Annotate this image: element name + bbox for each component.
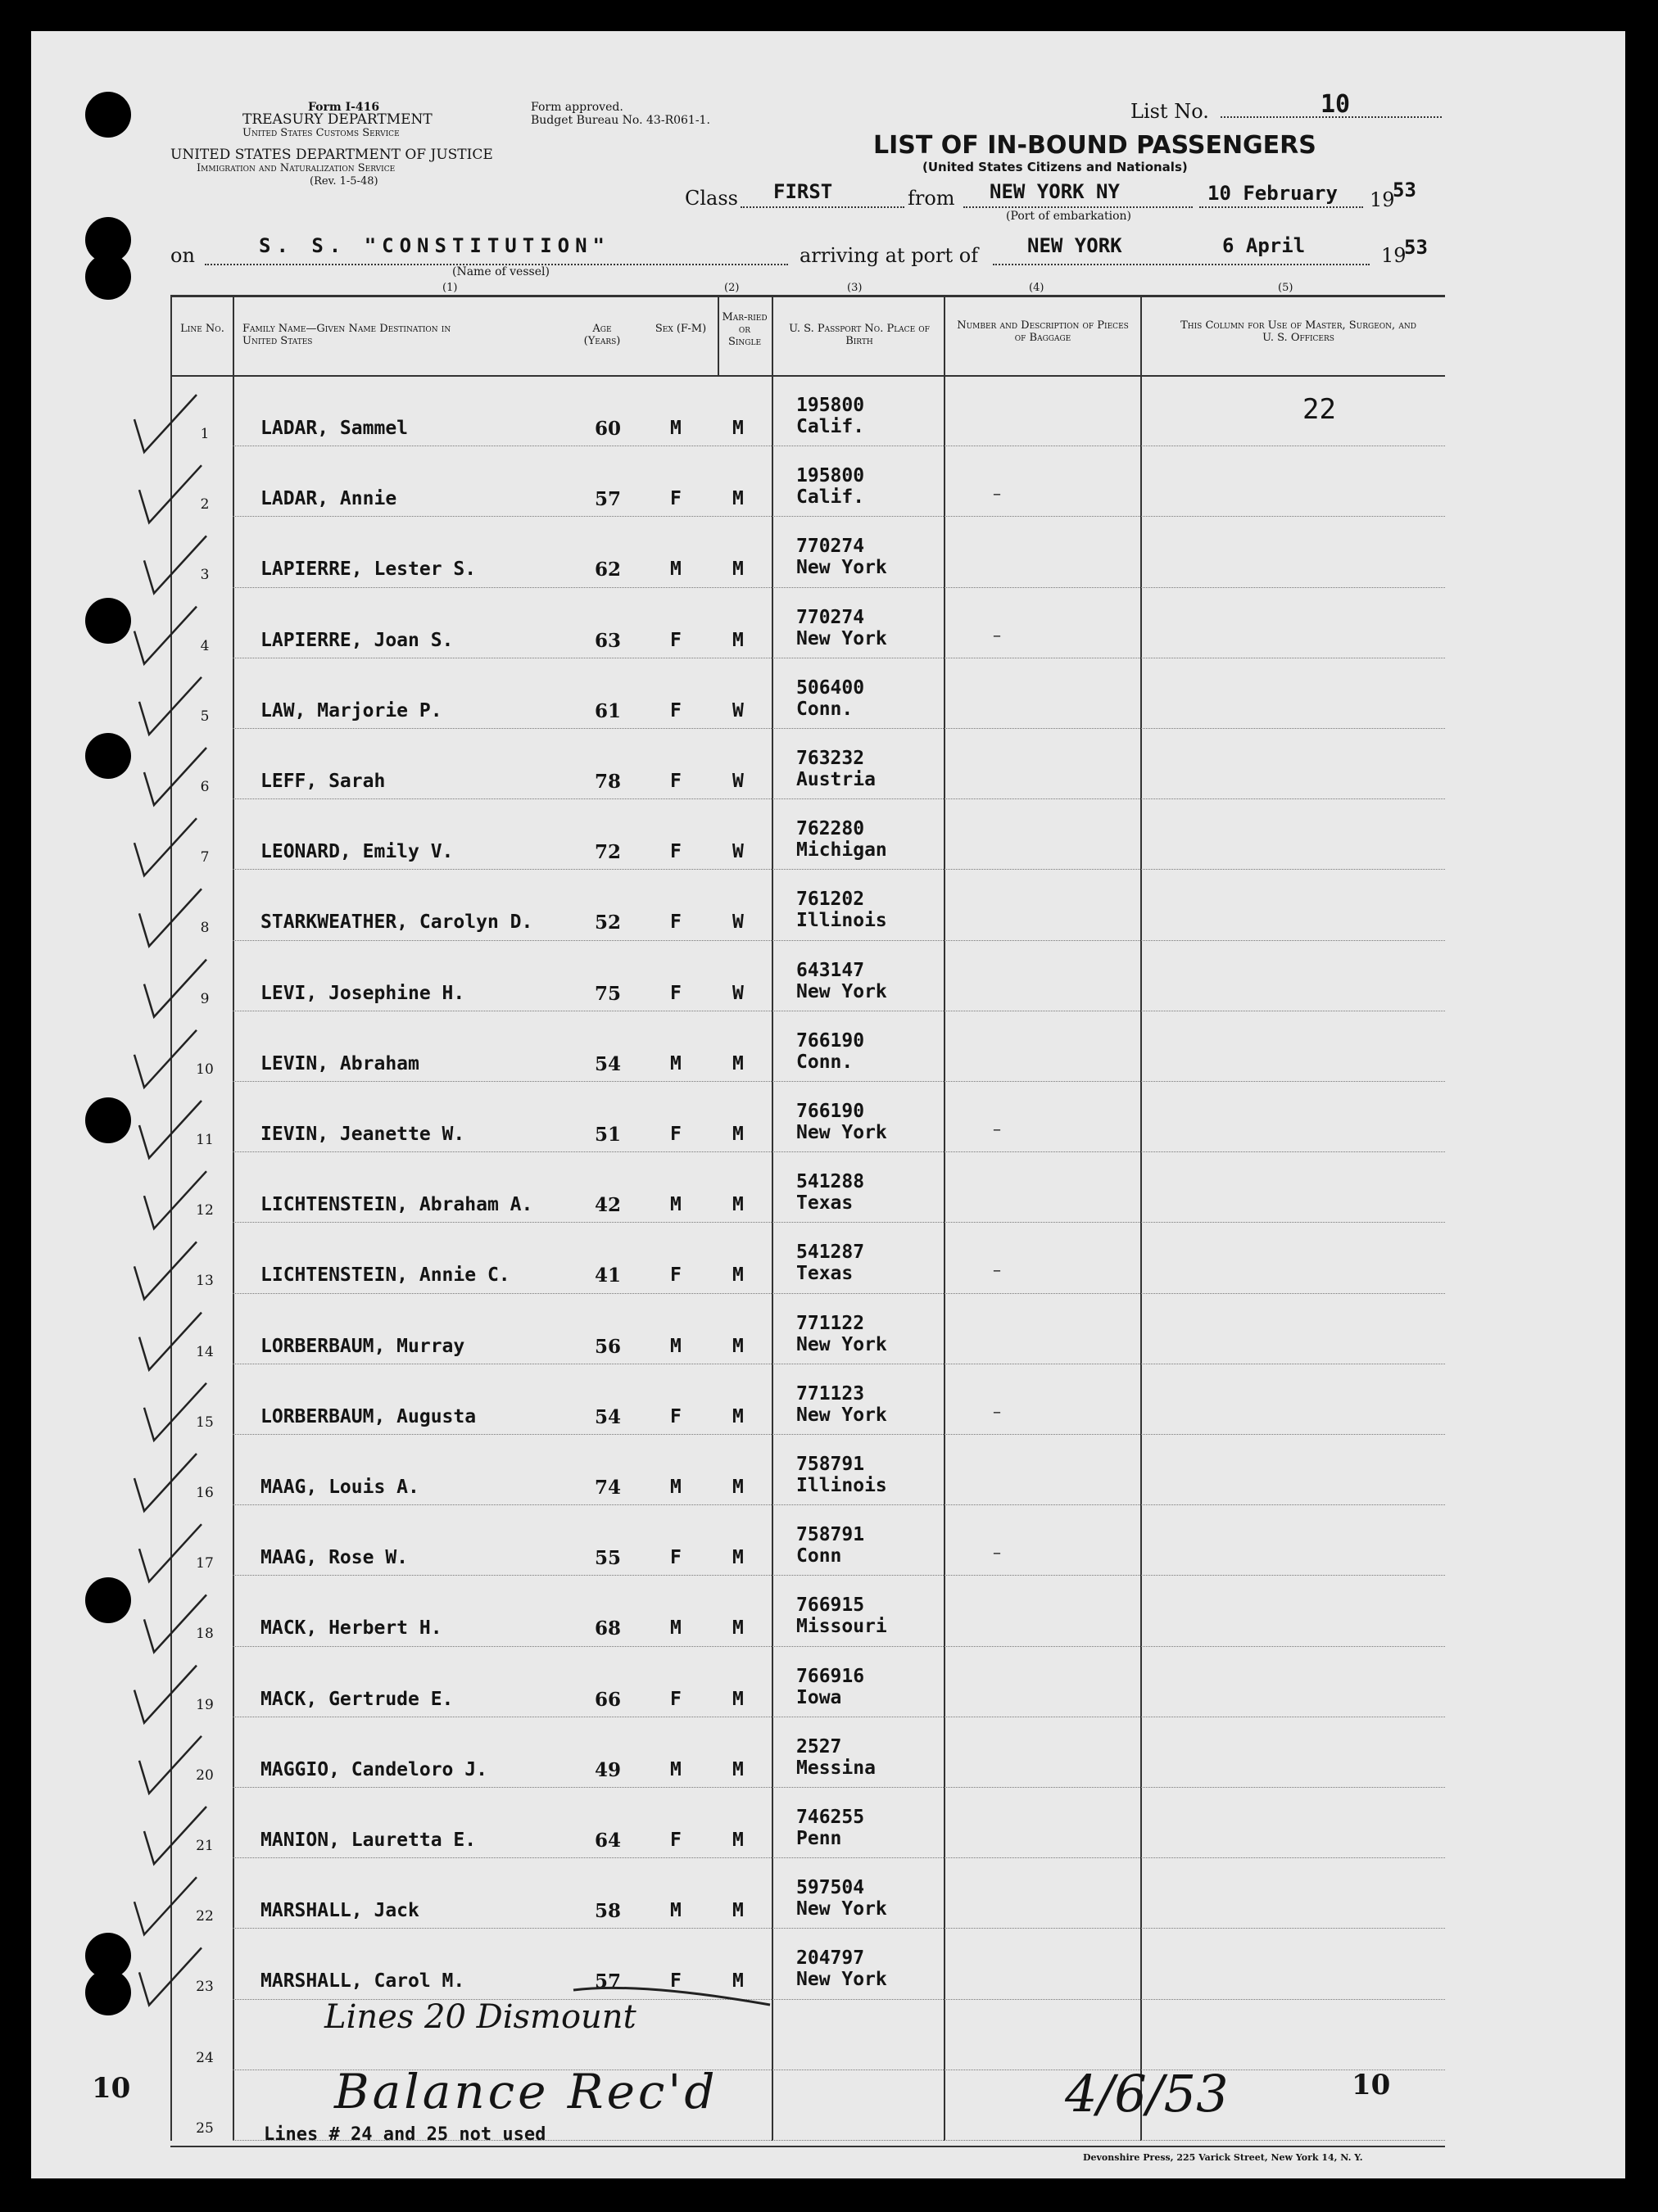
place-of-birth: Michigan bbox=[796, 839, 887, 862]
baggage-entry: – bbox=[993, 1260, 1001, 1280]
place-of-birth: New York bbox=[796, 1122, 887, 1143]
port-embark-caption: (Port of embarkation) bbox=[1006, 210, 1131, 223]
class-label: Class bbox=[685, 187, 738, 210]
place-of-birth: Calif. bbox=[796, 486, 865, 509]
from-label: from bbox=[908, 187, 955, 210]
passport-number: 763232 bbox=[796, 748, 865, 769]
passenger-age: 68 bbox=[595, 1617, 622, 1640]
passenger-age: 52 bbox=[595, 911, 622, 934]
page-subtitle: (United States Citizens and Nationals) bbox=[922, 160, 1188, 174]
passenger-age: 64 bbox=[595, 1830, 622, 1852]
line-number: 15 bbox=[196, 1414, 214, 1431]
punch-hole bbox=[85, 92, 131, 138]
form-approved: Form approved. bbox=[531, 101, 623, 114]
row-rule bbox=[233, 728, 1445, 730]
budget-bureau: Budget Bureau No. 43-R061-1. bbox=[531, 114, 710, 127]
line-number: 11 bbox=[196, 1132, 214, 1148]
passport-number: 766915 bbox=[796, 1595, 865, 1617]
passenger-sex: F bbox=[670, 1547, 682, 1569]
class-value: FIRST bbox=[773, 180, 833, 203]
place-of-birth: New York bbox=[796, 557, 887, 579]
vessel-caption: (Name of vessel) bbox=[452, 265, 550, 278]
place-of-birth: New York bbox=[796, 1333, 887, 1355]
treasury-dept: TREASURY DEPARTMENT bbox=[242, 111, 433, 128]
row-rule bbox=[233, 1364, 1445, 1365]
passport-number: 643147 bbox=[796, 959, 865, 981]
marital-status: M bbox=[732, 1830, 744, 1851]
line-number: 22 bbox=[196, 1908, 214, 1925]
passenger-age: 57 bbox=[595, 488, 622, 511]
place-of-birth: Conn bbox=[796, 1545, 842, 1567]
page-title: LIST OF IN-BOUND PASSENGERS bbox=[873, 131, 1316, 160]
row-rule bbox=[233, 1504, 1445, 1506]
col-rule bbox=[944, 295, 945, 2141]
passenger-name: MACK, Gertrude E. bbox=[260, 1688, 454, 1710]
marital-status: M bbox=[732, 1052, 744, 1074]
row-rule bbox=[233, 940, 1445, 942]
passenger-sex: M bbox=[670, 1900, 682, 1922]
handwritten-lines-note: Lines 20 Dismount bbox=[324, 1998, 636, 2036]
passenger-age: 74 bbox=[595, 1477, 622, 1499]
place-of-birth: New York bbox=[796, 627, 887, 649]
passenger-sex: F bbox=[670, 911, 682, 934]
place-of-birth: Conn. bbox=[796, 698, 854, 720]
class-underline bbox=[741, 206, 904, 208]
place-of-birth: Austria bbox=[796, 769, 876, 790]
col-rule bbox=[772, 295, 773, 2141]
passenger-age: 55 bbox=[595, 1547, 622, 1570]
col-header-sex: Sex (F-M) bbox=[655, 323, 707, 335]
row-rule bbox=[233, 1011, 1445, 1012]
form-number: Form I-416 bbox=[308, 101, 380, 114]
place-of-birth: New York bbox=[796, 1969, 887, 1991]
col-header-passport: U. S. Passport No. Place of Birth bbox=[789, 323, 930, 347]
arriving-label: arriving at port of bbox=[800, 244, 979, 267]
passenger-age: 41 bbox=[595, 1264, 622, 1287]
marital-status: M bbox=[732, 1405, 744, 1427]
passenger-age: 72 bbox=[595, 841, 622, 864]
line-number: 2 bbox=[200, 496, 210, 513]
passenger-name: MARSHALL, Jack bbox=[260, 1900, 419, 1922]
from-underline bbox=[963, 206, 1193, 208]
year-suffix-1: 53 bbox=[1393, 179, 1416, 201]
place-of-birth: Calif. bbox=[796, 416, 865, 437]
marital-status: M bbox=[732, 1124, 744, 1145]
place-of-birth: Missouri bbox=[796, 1616, 887, 1638]
row-rule bbox=[233, 658, 1445, 659]
line-number: 18 bbox=[196, 1626, 214, 1643]
line-number: 24 bbox=[196, 2049, 214, 2066]
footer-left-number: 10 bbox=[92, 2072, 131, 2105]
baggage-entry: – bbox=[993, 1119, 1001, 1138]
passport-number: 771122 bbox=[796, 1312, 865, 1334]
passenger-sex: M bbox=[670, 418, 682, 439]
passenger-sex: M bbox=[670, 1758, 682, 1780]
unused-lines-note: Lines # 24 and 25 not used bbox=[264, 2124, 546, 2145]
punch-hole bbox=[85, 598, 131, 644]
punch-hole bbox=[85, 1097, 131, 1143]
col-num-1: (1) bbox=[442, 282, 458, 294]
row-rule bbox=[233, 869, 1445, 871]
place-of-birth: New York bbox=[796, 1404, 887, 1426]
passenger-name: MANION, Lauretta E. bbox=[260, 1830, 477, 1851]
passport-number: 597504 bbox=[796, 1877, 865, 1899]
passenger-sex: F bbox=[670, 1405, 682, 1427]
passport-number: 746255 bbox=[796, 1807, 865, 1828]
marital-status: M bbox=[732, 1900, 744, 1922]
passenger-age: 75 bbox=[595, 982, 622, 1005]
passenger-name: MARSHALL, Carol M. bbox=[260, 1970, 465, 1993]
place-of-birth: Texas bbox=[796, 1192, 854, 1215]
passenger-age: 54 bbox=[595, 1052, 622, 1075]
passenger-sex: F bbox=[670, 1264, 682, 1287]
marital-status: W bbox=[732, 982, 744, 1004]
embark-date: 10 February bbox=[1207, 182, 1338, 205]
passenger-sex: F bbox=[670, 1688, 682, 1710]
row-rule bbox=[233, 587, 1445, 589]
marital-status: M bbox=[732, 418, 744, 439]
marital-status: M bbox=[732, 1547, 744, 1569]
col-header-name: Family Name—Given Name Destination in United States bbox=[242, 323, 451, 347]
passport-number: 2527 bbox=[796, 1735, 842, 1757]
table-top-rule bbox=[170, 295, 1445, 297]
on-label: on bbox=[170, 244, 195, 267]
passenger-name: LORBERBAUM, Augusta bbox=[260, 1405, 477, 1427]
passenger-age: 42 bbox=[595, 1194, 622, 1217]
col-header-age: Age (Years) bbox=[583, 323, 621, 347]
ins-service: Immigration and Naturalization Service bbox=[197, 162, 396, 174]
col-header-baggage: Number and Description of Pieces of Baggage bbox=[957, 319, 1129, 344]
place-of-birth: Messina bbox=[796, 1757, 876, 1779]
passport-number: 771123 bbox=[796, 1382, 865, 1405]
passenger-sex: M bbox=[670, 1477, 682, 1498]
passenger-sex: M bbox=[670, 1617, 682, 1640]
row-rule bbox=[233, 1081, 1445, 1083]
line-number: 21 bbox=[196, 1838, 214, 1854]
row-rule bbox=[233, 798, 1445, 800]
passenger-name: STARKWEATHER, Carolyn D. bbox=[260, 911, 533, 934]
line-number: 5 bbox=[200, 708, 210, 725]
row-rule bbox=[233, 1787, 1445, 1789]
passenger-name: IEVIN, Jeanette W. bbox=[260, 1124, 465, 1145]
passenger-name: MAAG, Louis A. bbox=[260, 1477, 419, 1498]
arrival-port: NEW YORK bbox=[1027, 234, 1122, 257]
passenger-sex: F bbox=[670, 771, 682, 792]
arrival-date: 6 April bbox=[1222, 234, 1306, 257]
list-number: 10 bbox=[1321, 90, 1351, 119]
baggage-entry: – bbox=[993, 1542, 1001, 1563]
passport-number: 541288 bbox=[796, 1171, 865, 1193]
marital-status: W bbox=[732, 841, 744, 863]
marital-status: M bbox=[732, 1194, 744, 1216]
row-rule bbox=[233, 1646, 1445, 1648]
line-number: 14 bbox=[196, 1343, 214, 1360]
punch-hole bbox=[85, 1970, 131, 2015]
marital-status: M bbox=[732, 1335, 744, 1357]
col-num-3: (3) bbox=[847, 282, 863, 294]
col-rule bbox=[1140, 295, 1142, 2141]
col-num-4: (4) bbox=[1029, 282, 1044, 294]
passenger-sex: M bbox=[670, 1052, 682, 1074]
customs-service: United States Customs Service bbox=[242, 127, 400, 139]
place-of-birth: Penn bbox=[796, 1828, 842, 1849]
year-prefix-2: 19 bbox=[1381, 244, 1407, 267]
passport-number: 195800 bbox=[796, 395, 865, 416]
list-label: List No. bbox=[1130, 100, 1209, 123]
row-rule bbox=[233, 516, 1445, 518]
col-header-married: Mar-ried or Single bbox=[722, 311, 768, 348]
passenger-name: LADAR, Sammel bbox=[260, 418, 409, 439]
line-number: 3 bbox=[200, 567, 210, 584]
marital-status: W bbox=[732, 771, 744, 792]
passport-number: 195800 bbox=[796, 465, 865, 487]
row-rule bbox=[233, 1717, 1445, 1718]
passenger-sex: F bbox=[670, 1124, 682, 1145]
marital-status: M bbox=[732, 1477, 744, 1498]
passenger-age: 61 bbox=[595, 699, 622, 722]
row-rule bbox=[233, 1434, 1445, 1436]
footer-right-number: 10 bbox=[1352, 2069, 1391, 2101]
row-rule bbox=[233, 1575, 1445, 1576]
line-number: 1 bbox=[200, 426, 210, 442]
passenger-name: LEONARD, Emily V. bbox=[260, 841, 454, 863]
handwritten-date: 4/6/53 bbox=[1065, 2064, 1229, 2124]
passenger-sex: F bbox=[670, 1830, 682, 1851]
col-num-5: (5) bbox=[1278, 282, 1293, 294]
marital-status: M bbox=[732, 629, 744, 651]
date-underline-1 bbox=[1199, 206, 1363, 208]
passport-number: 766916 bbox=[796, 1665, 865, 1687]
punch-hole bbox=[85, 1577, 131, 1623]
passenger-name: LAPIERRE, Lester S. bbox=[260, 559, 477, 581]
marital-status: M bbox=[732, 1617, 744, 1640]
col-rule bbox=[718, 295, 719, 377]
line-number: 20 bbox=[196, 1766, 214, 1784]
col-num-2: (2) bbox=[724, 282, 740, 294]
line-number: 16 bbox=[196, 1485, 214, 1501]
passenger-age: 66 bbox=[595, 1688, 622, 1711]
col-header-line: Line No. bbox=[180, 323, 224, 335]
passport-number: 770274 bbox=[796, 606, 865, 628]
passport-number: 766190 bbox=[796, 1029, 865, 1052]
marital-status: M bbox=[732, 1688, 744, 1710]
passenger-sex: M bbox=[670, 559, 682, 581]
place-of-birth: Texas bbox=[796, 1263, 854, 1285]
passenger-sex: F bbox=[670, 699, 682, 722]
punch-hole bbox=[85, 733, 131, 779]
passenger-name: MAAG, Rose W. bbox=[260, 1547, 409, 1569]
marital-status: M bbox=[732, 1758, 744, 1780]
marital-status: W bbox=[732, 911, 744, 934]
baggage-entry: – bbox=[993, 1400, 1001, 1421]
passenger-sex: F bbox=[670, 1970, 682, 1993]
table-header-rule bbox=[170, 375, 1445, 377]
punch-hole bbox=[85, 254, 131, 300]
line-number: 23 bbox=[196, 1979, 214, 1996]
vessel-name: S. S. "CONSTITUTION" bbox=[259, 234, 610, 257]
officer-note: 22 bbox=[1302, 393, 1336, 426]
passenger-age: 57 bbox=[595, 1970, 622, 1993]
marital-status: M bbox=[732, 559, 744, 581]
marital-status: M bbox=[732, 1970, 744, 1993]
passenger-name: LADAR, Annie bbox=[260, 488, 397, 510]
marital-status: M bbox=[732, 1264, 744, 1287]
passenger-age: 56 bbox=[595, 1335, 622, 1358]
place-of-birth: New York bbox=[796, 1898, 887, 1920]
line-number: 25 bbox=[196, 2119, 214, 2137]
passenger-age: 62 bbox=[595, 559, 622, 581]
marital-status: W bbox=[732, 699, 744, 722]
passenger-sex: F bbox=[670, 841, 682, 863]
passenger-sex: M bbox=[670, 1335, 682, 1357]
place-of-birth: Iowa bbox=[796, 1686, 842, 1708]
line-number: 17 bbox=[196, 1555, 214, 1572]
passenger-name: LEVIN, Abraham bbox=[260, 1052, 419, 1074]
passport-number: 758791 bbox=[796, 1524, 865, 1546]
passenger-age: 54 bbox=[595, 1405, 622, 1428]
passenger-sex: F bbox=[670, 488, 682, 510]
year-prefix-1: 19 bbox=[1370, 188, 1395, 211]
row-rule bbox=[233, 1928, 1445, 1929]
place-of-birth: Illinois bbox=[796, 910, 887, 932]
col-header-officers: This Column for Use of Master, Surgeon, and U. S. Officers bbox=[1180, 319, 1416, 344]
line-number: 6 bbox=[200, 779, 210, 795]
row-rule bbox=[233, 1293, 1445, 1295]
line-number: 13 bbox=[196, 1273, 214, 1290]
row-rule bbox=[233, 1857, 1445, 1859]
baggage-entry: – bbox=[993, 624, 1001, 645]
passenger-age: 60 bbox=[595, 418, 622, 440]
passport-number: 204797 bbox=[796, 1947, 865, 1970]
passenger-sex: M bbox=[670, 1194, 682, 1216]
passenger-name: MACK, Herbert H. bbox=[260, 1617, 442, 1640]
port-underline bbox=[993, 264, 1370, 265]
passenger-age: 51 bbox=[595, 1124, 622, 1146]
line-number: 12 bbox=[196, 1202, 214, 1219]
passenger-name: LEVI, Josephine H. bbox=[260, 982, 465, 1004]
row-rule bbox=[233, 1151, 1445, 1153]
passport-number: 761202 bbox=[796, 889, 865, 911]
passenger-name: MAGGIO, Candeloro J. bbox=[260, 1758, 487, 1780]
place-of-birth: Illinois bbox=[796, 1475, 887, 1496]
line-number: 9 bbox=[200, 990, 210, 1007]
passenger-sex: F bbox=[670, 629, 682, 651]
year-suffix-2: 53 bbox=[1404, 236, 1428, 259]
bottom-rule bbox=[170, 2146, 1445, 2147]
place-of-birth: Conn. bbox=[796, 1051, 854, 1073]
passenger-name: LAW, Marjorie P. bbox=[260, 699, 442, 722]
line-number: 7 bbox=[200, 849, 210, 866]
passenger-age: 78 bbox=[595, 771, 622, 793]
line-number: 10 bbox=[196, 1061, 214, 1078]
line-number: 4 bbox=[200, 637, 210, 654]
from-value: NEW YORK NY bbox=[990, 180, 1120, 203]
passport-number: 770274 bbox=[796, 536, 865, 558]
justice-dept: UNITED STATES DEPARTMENT OF JUSTICE bbox=[170, 147, 493, 163]
revision-date: (Rev. 1-5-48) bbox=[310, 175, 378, 188]
row-rule bbox=[233, 1222, 1445, 1224]
place-of-birth: New York bbox=[796, 980, 887, 1002]
passenger-name: LEFF, Sarah bbox=[260, 771, 386, 792]
passport-number: 766190 bbox=[796, 1101, 865, 1122]
passenger-name: LICHTENSTEIN, Abraham A. bbox=[260, 1194, 533, 1216]
passenger-name: LORBERBAUM, Murray bbox=[260, 1335, 465, 1357]
passenger-name: LICHTENSTEIN, Annie C. bbox=[260, 1264, 510, 1287]
row-rule bbox=[233, 446, 1445, 447]
passport-number: 762280 bbox=[796, 818, 865, 840]
passenger-age: 49 bbox=[595, 1758, 622, 1781]
printer-credit: Devonshire Press, 225 Varick Street, New York 14, N. Y. bbox=[1083, 2152, 1363, 2163]
line-number: 8 bbox=[200, 920, 210, 937]
passport-number: 506400 bbox=[796, 676, 865, 699]
passport-number: 541287 bbox=[796, 1242, 865, 1264]
passport-number: 758791 bbox=[796, 1454, 865, 1475]
handwritten-balance: Balance Rec'd bbox=[334, 2064, 718, 2119]
passenger-sex: F bbox=[670, 982, 682, 1004]
passenger-name: LAPIERRE, Joan S. bbox=[260, 629, 454, 651]
marital-status: M bbox=[732, 488, 744, 510]
line-number: 19 bbox=[196, 1696, 214, 1713]
passenger-age: 58 bbox=[595, 1900, 622, 1923]
passenger-age: 63 bbox=[595, 629, 622, 652]
baggage-entry: – bbox=[993, 483, 1001, 504]
